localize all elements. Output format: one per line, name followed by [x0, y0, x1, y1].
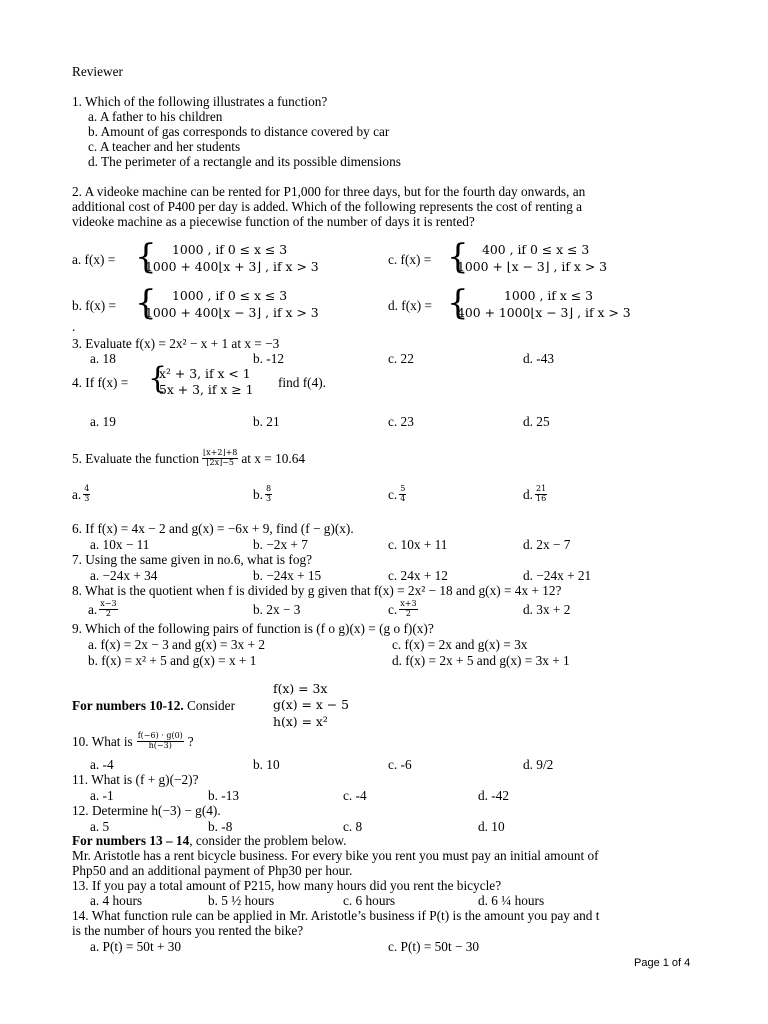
- q3-choice-c: c. 22: [388, 351, 414, 366]
- q4-bottom: 5x + 3, if x ≥ 1: [159, 382, 254, 397]
- q2-d-brace: {: [447, 283, 469, 323]
- q3-choice-d: d. -43: [523, 351, 555, 366]
- q12-choice-c: c. 8: [343, 819, 363, 834]
- q4-choice-b: b. 21: [253, 414, 280, 429]
- q6-stem: 6. If f(x) = 4x − 2 and g(x) = −6x + 9, find (f − g)(x).: [72, 521, 354, 536]
- q5-suffix: at x = 10.64: [241, 450, 305, 466]
- q2-c-label: c. f(x) =: [388, 252, 432, 267]
- q2-b-label: b. f(x) =: [72, 298, 117, 313]
- consider-f: f(x) = 3x: [273, 681, 328, 696]
- q2-line-1: 2. A videoke machine can be rented for P1,000 for three days, but for the fourth day onwards, an: [72, 184, 586, 199]
- q1-choice-a: a. A father to his children: [88, 109, 223, 124]
- q4-choice-c: c. 23: [388, 414, 414, 429]
- q10-choice-a: a. -4: [90, 757, 114, 772]
- q2-line-2: additional cost of P400 per day is added. Which of the following represents the cost of renting a: [72, 199, 583, 214]
- q3-choice-b: b. -12: [253, 351, 285, 366]
- q5-stem: [72, 449, 305, 468]
- q2-c-bottom: 1000 + ⌊x − 3⌋ , if x > 3: [457, 259, 608, 274]
- q2-a-bottom: 1000 + 400⌊x + 3⌋ , if x > 3: [145, 259, 319, 274]
- q5-fraction: [202, 449, 238, 468]
- q6-choice-d: d. 2x − 7: [523, 537, 571, 552]
- q9-choice-a: a. f(x) = 2x − 3 and g(x) = 3x + 2: [88, 637, 265, 652]
- q11-choice-c: c. -4: [343, 788, 367, 803]
- q5-choice-b: [253, 485, 274, 504]
- q10-prefix: 10. What is: [72, 733, 133, 749]
- q9-stem: 9. Which of the following pairs of function is (f o g)(x) = (g o f)(x)?: [72, 621, 434, 636]
- q5-prefix: 5. Evaluate the function: [72, 450, 200, 466]
- consider-g: g(x) = x − 5: [273, 697, 349, 712]
- q7-choice-d: d. −24x + 21: [523, 568, 592, 583]
- q11-choice-a: a. -1: [90, 788, 114, 803]
- doc-title: Reviewer: [72, 64, 123, 79]
- q2-a-top: 1000 , if 0 ≤ x ≤ 3: [172, 242, 288, 257]
- problem-line-1: Mr. Aristotle has a rent bicycle business. For every bike you rent you must pay an initial amount of: [72, 848, 599, 863]
- q12-choice-d: d. 10: [478, 819, 505, 834]
- q5-choice-d: [523, 485, 549, 504]
- q8-choice-b: b. 2x − 3: [253, 602, 301, 617]
- q8-choice-a: [88, 600, 120, 619]
- problem-line-2: Php50 and an additional payment of Php30 per hour.: [72, 863, 353, 878]
- q6-choice-a: a. 10x − 11: [90, 537, 150, 552]
- q5-numerator: ⌊x+2⌋+8: [203, 448, 238, 457]
- q7-choice-a: a. −24x + 34: [90, 568, 158, 583]
- q2-c-brace: {: [447, 237, 469, 277]
- q11-choice-b: b. -13: [208, 788, 240, 803]
- q13-stem: 13. If you pay a total amount of P215, how many hours did you rent the bicycle?: [72, 878, 502, 893]
- consider-bold: For numbers 10-12.: [72, 698, 184, 713]
- q10-choice-c: c. -6: [388, 757, 412, 772]
- q5-choice-b-num: 8: [265, 484, 272, 493]
- q4-brace: {: [148, 361, 168, 396]
- q3-choice-a: a. 18: [90, 351, 116, 366]
- q5-choice-c: [388, 485, 408, 504]
- q5-choice-b-label: b.: [253, 486, 263, 502]
- q5-denominator: ⌊2x⌋−5: [206, 457, 234, 467]
- q1-choice-c: c. A teacher and her students: [88, 139, 241, 154]
- consider-rest: Consider: [187, 698, 236, 713]
- q6-choice-b: b. −2x + 7: [253, 537, 308, 552]
- q2-stray-dot: .: [72, 319, 76, 334]
- q2-b-brace: {: [135, 283, 157, 323]
- q10-den: h(−3): [148, 740, 172, 750]
- q3-stem: 3. Evaluate f(x) = 2x² − x + 1 at x = −3: [72, 336, 280, 351]
- q14-choice-c: c. P(t) = 50t − 30: [388, 939, 480, 954]
- q5-choice-c-label: c.: [388, 486, 398, 502]
- q5-choice-c-num: 5: [400, 484, 406, 493]
- q5-choice-a-den: 3: [84, 493, 90, 503]
- q8-choice-c-den: 2: [405, 608, 411, 618]
- q14-choice-a: a. P(t) = 50t + 30: [90, 939, 182, 954]
- q10-choice-d: d. 9/2: [523, 757, 554, 772]
- q2-b-bottom: 1000 + 400⌊x − 3⌋ , if x > 3: [145, 305, 319, 320]
- q8-choice-a-den: 2: [105, 608, 111, 618]
- q2-d-top: 1000 , if x ≤ 3: [504, 288, 593, 303]
- q5-choice-d-den: 16: [535, 493, 547, 503]
- q4-choice-d: d. 25: [523, 414, 550, 429]
- q2-d-bottom: 400 + 1000⌊x − 3⌋ , if x > 3: [457, 305, 631, 320]
- q8-choice-c: [388, 600, 420, 619]
- q14-line-2: is the number of hours you rented the bike?: [72, 923, 304, 938]
- q10-stem: [72, 732, 194, 751]
- q7-choice-c: c. 24x + 12: [388, 568, 448, 583]
- q11-stem: 11. What is (f + g)(−2)?: [72, 772, 199, 787]
- q13-choice-d: d. 6 ¼ hours: [478, 893, 545, 908]
- q5-choice-a: [72, 485, 92, 504]
- q13-choice-c: c. 6 hours: [343, 893, 396, 908]
- q10-num: f(−6) · g(0): [137, 731, 183, 740]
- q5-choice-d-num: 21: [535, 484, 547, 493]
- q4-prefix: 4. If f(x) =: [72, 375, 129, 390]
- q8-choice-c-label: c.: [388, 601, 398, 617]
- q10-choice-b: b. 10: [253, 757, 280, 772]
- q10-suffix: ?: [187, 733, 194, 749]
- problem-heading: [72, 834, 346, 847]
- q5-choice-a-num: 4: [84, 484, 90, 493]
- q2-d-label: d. f(x) =: [388, 298, 433, 313]
- q8-choice-c-num: x+3: [400, 599, 417, 608]
- q6-choice-c: c. 10x + 11: [388, 537, 448, 552]
- q5-choice-b-den: 3: [265, 493, 272, 503]
- q2-a-label: a. f(x) =: [72, 252, 116, 267]
- q8-stem: 8. What is the quotient when f is divided by g given that f(x) = 2x² − 18 and g(x) = 4x + 12?: [72, 583, 562, 598]
- q11-choice-d: d. -42: [478, 788, 510, 803]
- consider-h: h(x) = x²: [273, 714, 328, 729]
- q1-stem: 1. Which of the following illustrates a function?: [72, 94, 328, 109]
- q4-suffix: find f(4).: [278, 375, 326, 390]
- q2-c-top: 400 , if 0 ≤ x ≤ 3: [482, 242, 590, 257]
- q14-line-1: 14. What function rule can be applied in Mr. Aristotle’s business if P(t) is the amount you pay and t: [72, 908, 600, 923]
- q4-choice-a: a. 19: [90, 414, 116, 429]
- q2-a-brace: {: [135, 237, 157, 277]
- q2-b-top: 1000 , if 0 ≤ x ≤ 3: [172, 288, 288, 303]
- problem-bold: For numbers 13 – 14: [72, 833, 190, 848]
- q9-choice-d: d. f(x) = 2x + 5 and g(x) = 3x + 1: [392, 653, 570, 668]
- page-number: Page 1 of 4: [634, 957, 691, 969]
- q8-choice-a-label: a.: [88, 601, 98, 617]
- q9-choice-c: c. f(x) = 2x and g(x) = 3x: [392, 637, 528, 652]
- q9-choice-b: b. f(x) = x² + 5 and g(x) = x + 1: [88, 653, 257, 668]
- q5-choice-d-label: d.: [523, 486, 533, 502]
- q12-choice-b: b. -8: [208, 819, 233, 834]
- q5-choice-c-den: 4: [400, 493, 406, 503]
- q13-choice-b: b. 5 ½ hours: [208, 893, 275, 908]
- q8-choice-d: d. 3x + 2: [523, 602, 571, 617]
- q1-choice-d: d. The perimeter of a rectangle and its possible dimensions: [88, 154, 401, 169]
- q7-stem: 7. Using the same given in no.6, what is fog?: [72, 552, 313, 567]
- q7-choice-b: b. −24x + 15: [253, 568, 322, 583]
- q13-choice-a: a. 4 hours: [90, 893, 143, 908]
- q1-choice-b: b. Amount of gas corresponds to distance covered by car: [88, 124, 390, 139]
- consider-heading: [72, 699, 235, 712]
- q2-line-3: videoke machine as a piecewise function of the number of days it is rented?: [72, 214, 475, 229]
- q8-choice-a-num: x−3: [100, 599, 117, 608]
- problem-rest: , consider the problem below.: [189, 833, 347, 848]
- q12-stem: 12. Determine h(−3) − g(4).: [72, 803, 221, 818]
- q12-choice-a: a. 5: [90, 819, 110, 834]
- q5-choice-a-label: a.: [72, 486, 82, 502]
- q4-top: x² + 3, if x < 1: [159, 366, 251, 381]
